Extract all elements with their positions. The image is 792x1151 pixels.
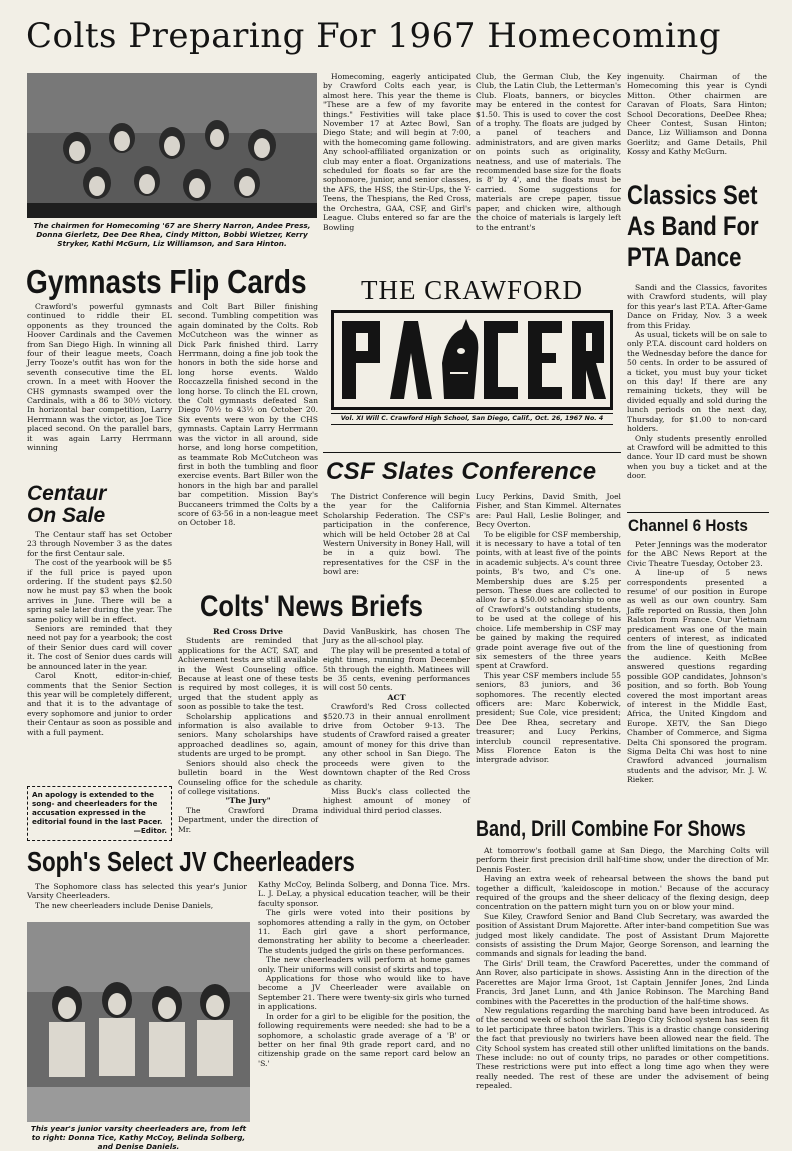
jury-subhead: "The Jury" <box>225 796 271 806</box>
band-p2: Having an extra week of rehearsal between the shows the band put together a difficult, 'kaleidoscope in motion.' Because of the accuracy required of the groups and the sheer delicacy of the flexing design, deep concentration on the pattern might turn you on or blow your mind. <box>476 874 769 912</box>
classics-headline-2: As Band For <box>627 211 759 241</box>
classics-p1: Sandi and the Classics, favorites with Crawford students, will play for this year's last P.T.A. After-Game Dance on Friday, Nov. 3 a week from this Friday. <box>627 283 767 330</box>
channel6-body <box>627 540 767 810</box>
news-rc1: Students are reminded that applications for the ACT, SAT, and Achievement tests are still available in the West Counseling office. Because at least one of these tests is required by most colleges, it is urged that the student apply as soon as possible to take the test. <box>178 636 318 712</box>
nameplate <box>323 275 621 445</box>
homecoming-col2 <box>476 72 621 272</box>
nameplate-folio: Vol. XI Will C. Crawford High School, San Diego, Calif., Oct. 26, 1967 No. 4 <box>331 413 613 425</box>
csf-rule <box>323 452 621 453</box>
gymnasts-headline: Gymnasts Flip Cards <box>26 263 307 300</box>
news-jury2: David VanBuskirk, has chosen The Jury as the all-school play. <box>323 627 470 646</box>
news-act2: Miss Buck's class collected the highest amount of money of individual third period classes. <box>323 786 470 815</box>
jv-intro <box>27 882 247 922</box>
homecoming-col3-text: ingenuity. Chairman of the Homecoming this year is Cyndi Mitton. Other chairmen are Caravan of Floats, Sara Hinton; School Decorations, DeeDee Rhea; Cheer Contest, Susan Hinton; Dance, Liz Williamson and Donna Goerlitz; and Game Details, Phil Kossy and Kathy McGurn. <box>627 72 767 157</box>
jv-c2p4: Applications for those who would like to have become a JV Cheerleader were available on September 21. There were twenty-six girls who turned in applications. <box>258 974 470 1012</box>
horse-head-icon <box>442 319 478 399</box>
classics-p2: As usual, tickets will be on sale to only P.T.A. discount card holders on the Wednesday before the dance for 50 cents. In order to be assured of a ticket, you must buy your ticket on this day! If there are any remaining tickets, they will be divided equally and sold during the lunch periods on the next day, Thursday, for $1.00 to non-card holders. <box>627 330 767 434</box>
homecoming-col2-text: Club, the German Club, the Key Club, the Latin Club, the Letterman's Club. Floats, banners, or bicycles may be entered in the contest for $1.50. This is used to cover the cost of a trophy. The floats are judged by a panel of teachers and administrators, and are given marks on points such as originality, neatness, and use of materials. The recommended base size for the floats is 8' by 4', and the floats must be carried. Some suggestions for materials are crepe paper, tissue paper, and chicken wire, although the choice of materials is largely left to the entrant's <box>476 72 621 232</box>
classics-headline-1: Classics Set <box>627 180 758 210</box>
classics-headline-block <box>627 180 772 280</box>
centaur-p4: Carol Knott, editor-in-chief, comments that the Senior Section this year will be completely different, and that it is to the advantage of every sophomore and junior to order their Centaur as soon as possible and with a full payment. <box>27 671 172 737</box>
csf-col2-a: Lucy Perkins, David Smith, Joel Fisher, and Stan Kimmel. Alternates are: Paul Hall, Leslie Bolinger, and Becy Overton. <box>476 492 621 530</box>
band-p5: New regulations regarding the marching band have been introduced. As of the second week of school the San Diego City School system has seen fit to let participate three baton twirlers. This is a drastic change considering the fact that previously no twirlers have been allowed near the field. The City School system has created still other unlifted limitations on the bands. These include: no out of county trips, no parades or other competitions. These restrictions were put into effect a long time ago when they were really needed. The rest of these are under the advisement of being repealed. <box>476 1005 769 1091</box>
band-p1: At tomorrow's football game at San Diego, the Marching Colts will perform their first precision drill half-time show, under the direction of Mr. Dennis Foster. <box>476 846 769 874</box>
csf-col1-text: The District Conference will begin the year for the California Scholarship Federation. The CSF's participation in the conference, which will be held October 28 at Cal Western University in Boney Hall, will be in a quiz bowl. The representatives for the CSF in the bowl are: <box>323 492 470 577</box>
csf-col2-c: This year CSF members include 55 seniors, 83 juniors, and 36 sophomores. The recently elected officers are: Marc Koberwick, president; Sue Cole, vice president; Dee Dee Rhea, secretary and treasurer; and Lucy Perkins, interclub council representative. Miss Florence Eaton is the intergrade advisor. <box>476 670 621 765</box>
jv-c2p2: The girls were voted into their positions by sophomores attending a rally in the gym, on October 11. Each girl gave a short performance, demonstrating her ability to become a cheerleader. The students judged the girls on these performances. <box>258 908 470 955</box>
news-briefs-col1 <box>178 627 318 842</box>
jv-p2: The new cheerleaders include Denise Daniels, <box>35 900 214 910</box>
classics-body <box>627 283 767 513</box>
homecoming-col1-text: Homecoming, eagerly anticipated by Crawford Colts each year, is almost here. This year the theme is "These are a few of my favorite things." Festivities will take place November 17 at Aztec Bowl, San Diego State; and will begin at 7:00, with the homecoming game following. Any school-affiliated organization or club may enter a float. Organizations scheduled for floats so far are the sophomore, junior, and senior classes, the AFS, the HSS, the Stir-Ups, the Y-Teens, the Thespians, the Red Cross, the Orchestra, GAA, CSF, and Girl's League. Clubs entered so far are the Bowling <box>323 72 471 232</box>
channel6-rule <box>627 512 769 513</box>
jv-headline: Soph's Select JV Cheerleaders <box>27 846 355 877</box>
centaur-body <box>27 530 172 782</box>
news-briefs-headline: Colts' News Briefs <box>200 590 423 623</box>
csf-col1 <box>323 492 470 582</box>
nameplate-logo-box <box>331 310 613 410</box>
pacer-logo-art <box>334 313 610 407</box>
apology-text: An apology is extended to the song- and cheerleaders for the accusation expressed in the editorial found in the last Pacer. <box>32 790 163 826</box>
jv-photo <box>27 922 250 1122</box>
gymnasts-col2 <box>178 302 318 584</box>
news-jury1: The Crawford Drama Department, under the direction of Mr. <box>178 805 318 834</box>
jv-c2p5: In order for a girl to be eligible for the position, the following requirements were needed: she had to be a sophomore, a scholastic grade average of a 'B' or better on her final 9th grade report card, and no citizenship grade on the same report card below an 'S.' <box>258 1011 470 1068</box>
homecoming-caption: The chairmen for Homecoming '67 are Sherry Narron, Andee Press, Donna Gierletz, Dee Dee Rhea, Cindy Mitton, Bobbi Wietzer, Kerry Stryker, Kathi McGurn, Liz Williamson, and Sara Hinton. <box>33 221 311 248</box>
band-p4: The Girls' Drill team, the Crawford Pacerettes, under the command of Ann Rover, also participate in shows. Assisting Ann in the direction of the Pacerettes are Major Irma Groot, 1st Captain Jennifer Jones, 2nd Linda Francis, 3rd Janet Lunn, and 4th Janice Robinson. The Marching Band combines with the Pacerettes in the production of the half-time shows. <box>476 958 769 1006</box>
homecoming-photo-art <box>27 73 317 218</box>
channel6-p1: Peter Jennings was the moderator for the ABC News Report at the Civic Theatre Tuesday, October 23. <box>627 540 767 568</box>
gymnasts-col1-text: Crawford's powerful gymnasts continued to riddle their EL opponents as they trounced the Hoover Cardinals and the Cavemen from San Diego High. In winning all four of their league meets, Coach Jerry Tooze's outfit has won for the seventh consecutive time the EL crown. In a meet with Hoover the CHS gymnasts swamped over the Cardinals, with a 86 to 30½ victory. In horizontal bar competition, Larry Herrmann was the victor, as Joe Tice placed second. On the parallel bars, it was again Larry Herrmann winning <box>27 302 172 453</box>
homecoming-col1 <box>323 72 471 272</box>
news-rc2: Scholarship applications and information is also available to seniors. Many scholarships have approached deadlines so, again, students are urged to be prompt. <box>178 711 318 759</box>
csf-col2 <box>476 492 621 765</box>
centaur-headline-1: Centaur <box>27 482 107 505</box>
jv-c2p3: The new cheerleaders will perform at home games only. Their uniforms will consist of skirts and tops. <box>258 955 470 974</box>
centaur-p1: The Centaur staff has set October 23 through November 3 as the dates for the first Centaur sale. <box>27 530 172 558</box>
news-briefs-col2 <box>323 627 470 842</box>
channel6-p2: A line-up of 5 news correspondents presented a resume' of our position in Europe as well as our own country. Sam Jaffe reported on Russia, then John Ralston from France. Our Vietnam predicament was one of the main centers of interest, as indicated from the line of questioning from the audience. Keith McBee answered questions regarding possible GOP candidates, Johnson's position, and so forth. Bob Young covered the most important areas of interest in the Middle East, Africa, the United Kingdom and Europe. XETV, the San Diego Chamber of Commerce, and Sigma Delta Chi sponsored the program. Sigma Delta Chi was host to nine Crawford advanced journalism students and the advisor, Mr. J. W. Rieker. <box>627 568 767 785</box>
csf-headline: CSF Slates Conference <box>326 458 597 485</box>
apology-signature: —Editor. <box>133 826 167 835</box>
jv-p1: The Sophomore class has selected this year's Junior Varsity Cheerleaders. <box>27 882 247 901</box>
homecoming-photo <box>27 73 317 218</box>
centaur-headline-2: On Sale <box>27 504 106 527</box>
band-headline: Band, Drill Combine For Shows <box>476 816 746 841</box>
news-act1: Crawford's Red Cross collected $520.73 in their annual enrollment drive from October 9-13. The students of Crawford raised a greater amount of money for this drive than any other school in San Diego. The proceeds were given to the downtown chapter of the Red Cross as charity. <box>323 702 470 787</box>
classics-p3: Only students presently enrolled at Crawford will be admitted to this dance. Your ID card must be shown when you buy a ticket and at the door. <box>627 433 767 481</box>
band-p3: Sue Kiley, Crawford Senior and Band Club Secretary, was awarded the position of Assistant Drum Majorette. After inter-band competition Sue was judged most likely candidate. The post of Assistant Drum Majorette consists of assisting the Drum Major, George Sorenson, and learning the commands and signals for leading the band. <box>476 911 769 959</box>
jv-col2 <box>258 880 470 1142</box>
classics-headline-3: PTA Dance <box>627 242 742 272</box>
jv-caption: This year's junior varsity cheerleaders are, from left to right: Donna Tice, Kathy McCoy, Belinda Solberg, and Denise Daniels. <box>30 1124 247 1151</box>
jv-photo-art <box>27 922 250 1122</box>
news-rc3: Seniors should also check the bulletin board in the West Counseling office for the schedule of college visitations. <box>178 758 318 796</box>
gymnasts-col1 <box>27 302 172 482</box>
news-jury3: The play will be presented a total of eight times, running from December 5th through the eighth. Matinees will be 35 cents, evening performances will cost 50 cents. <box>323 645 470 693</box>
csf-col2-b: To be eligible for CSF membership, it is necessary to have a total of ten points, with at least five of the points in academic subjects. A's count three points, B's two, and C's one. Membership dues are $.25 per person. These dues are collected to allow for a $50.00 scholarship to one of Crawford's outstanding students, to be used at the college of his choice. Life membership in CSF may be gained by making the required grade point average five out of the six semesters of the three years spent at Crawford. <box>476 529 621 671</box>
page-headline: Colts Preparing For 1967 Homecoming <box>26 16 722 56</box>
nameplate-the-crawford: THE CRAWFORD <box>360 275 584 305</box>
channel6-headline: Channel 6 Hosts <box>628 516 748 535</box>
act-subhead: ACT <box>387 692 406 702</box>
band-body <box>476 846 769 1142</box>
centaur-p3: Seniors are reminded that they need not pay for a yearbook; the cost of their Senior dues card will cover it. The cost of Senior dues cards will be announced later in the year. <box>27 624 172 671</box>
red-cross-drive-subhead: Red Cross Drive <box>213 627 283 636</box>
apology-box <box>27 786 172 841</box>
gymnasts-col2-text: and Colt Bart Biller finishing second. Tumbling competition was again dominated by the Colts. Rob McCutcheon was the winner as Dick Park finished third. Larry Herrmann, doing a fine job took the honors in both the side horse and long horse events. Waldo Roccazzella finished second in the long horse. To clinch the EL crown, the Colt gymnasts defeated San Diego 70½ to 43½ on October 20. Six events were won by the CHS gymnasts. Captain Larry Herrmann was the victor in all around, side horse, and long horse competition, as teammate Rob McCutcheon was first in both the tumbling and floor exercise events. Bart Biller won the honors in the high bar and parallel bar competition. Mission Bay's Buccaneers trimmed the Colts by a score of 63-56 in a non-league meet on October 18. <box>178 302 318 528</box>
homecoming-col3 <box>627 72 767 182</box>
centaur-p2: The cost of the yearbook will be $5 if the full price is payed upon ordering. If the student pays $2.50 now he must pay $3 when the book arrives in June. There will be a spring sale later during the year. The same policy will be in effect. <box>27 558 172 624</box>
jv-c2p1: Kathy McCoy, Belinda Solberg, and Donna Tice. Mrs. L. J. DeLay, a physical education teacher, will be their faculty sponsor. <box>258 880 470 908</box>
